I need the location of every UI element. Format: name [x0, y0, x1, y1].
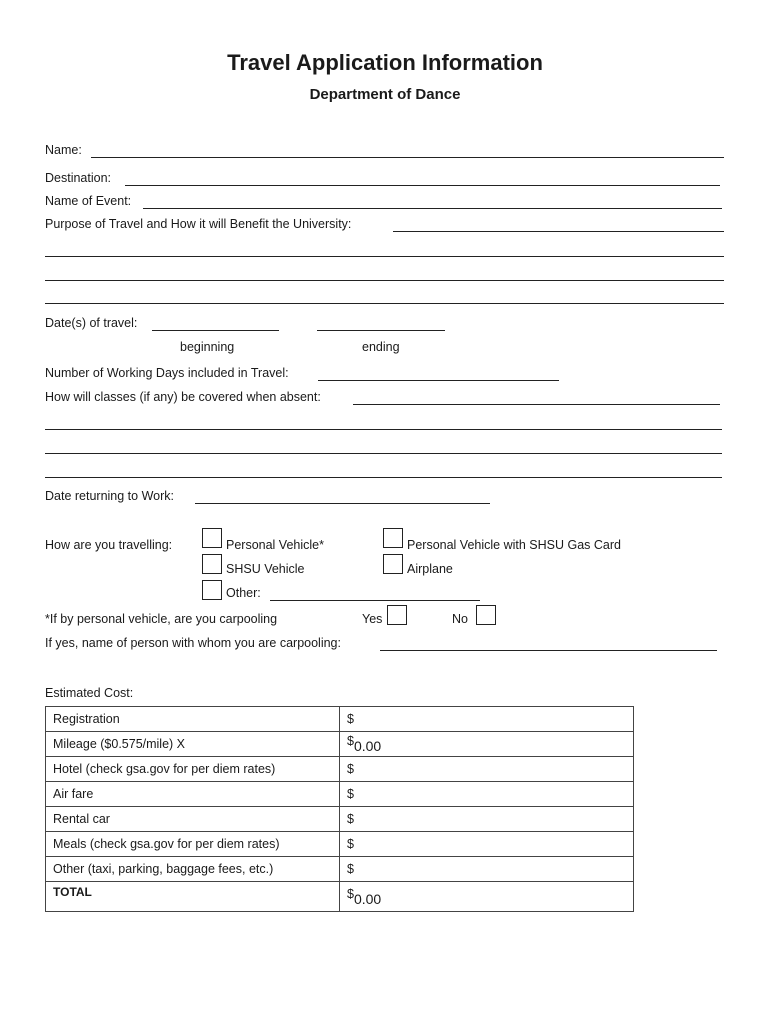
- page-title: Travel Application Information: [227, 50, 543, 75]
- total-label: TOTAL: [46, 882, 340, 912]
- cost-amount-field[interactable]: [340, 807, 634, 832]
- airplane-checkbox[interactable]: [383, 554, 403, 574]
- cost-item-label: Rental car: [46, 807, 340, 832]
- personal-vehicle-gas-card-label: Personal Vehicle with SHSU Gas Card: [407, 538, 621, 552]
- return-date-field[interactable]: [195, 503, 490, 504]
- cost-amount-field[interactable]: [340, 832, 634, 857]
- destination-label: Destination:: [45, 171, 112, 185]
- destination-field[interactable]: [125, 185, 720, 186]
- cost-amount-field[interactable]: [340, 782, 634, 807]
- total-amount: 0.00: [353, 890, 382, 907]
- currency-symbol: $: [347, 712, 354, 726]
- currency-symbol: $: [347, 762, 354, 776]
- cost-row: [46, 757, 634, 782]
- other-label: Other:: [226, 586, 261, 600]
- carpool-question: *If by personal vehicle, are you carpooling: [45, 612, 278, 626]
- dates-label: Date(s) of travel:: [45, 316, 138, 330]
- cost-row: [46, 707, 634, 732]
- purpose-line-2[interactable]: [45, 256, 724, 257]
- estimated-cost-heading: Estimated Cost:: [45, 686, 134, 700]
- return-date-label: Date returning to Work:: [45, 489, 174, 503]
- classes-field[interactable]: [353, 404, 720, 405]
- ending-caption: ending: [362, 340, 400, 354]
- purpose-label: Purpose of Travel and How it will Benefit the University:: [45, 217, 352, 231]
- cost-amount: 0.00: [353, 738, 382, 754]
- name-field[interactable]: [91, 157, 724, 158]
- classes-line-4[interactable]: [45, 477, 722, 478]
- purpose-field[interactable]: [393, 231, 724, 232]
- cost-item-label: Meals (check gsa.gov for per diem rates): [46, 832, 340, 857]
- currency-symbol: $: [347, 734, 354, 748]
- personal-vehicle-checkbox[interactable]: [202, 528, 222, 548]
- other-field[interactable]: [270, 600, 480, 601]
- page-subtitle: Department of Dance: [309, 86, 461, 103]
- personal-vehicle-label: Personal Vehicle*: [226, 538, 324, 552]
- cost-row: [46, 732, 634, 757]
- currency-symbol: $: [347, 787, 354, 801]
- working-days-field[interactable]: [318, 380, 559, 381]
- beginning-caption: beginning: [180, 340, 235, 354]
- cost-amount-field[interactable]: [340, 857, 634, 882]
- classes-line-3[interactable]: [45, 453, 722, 454]
- name-label: Name:: [45, 143, 82, 157]
- working-days-label: Number of Working Days included in Travel:: [45, 366, 289, 380]
- travel-mode-label: How are you travelling:: [45, 538, 173, 552]
- currency-symbol: $: [347, 837, 354, 851]
- event-label: Name of Event:: [45, 194, 132, 208]
- cost-item-label: Other (taxi, parking, baggage fees, etc.): [46, 857, 340, 882]
- cost-row: [46, 807, 634, 832]
- carpool-no-label: No: [452, 612, 468, 626]
- airplane-label: Airplane: [407, 562, 453, 576]
- carpool-yes-checkbox[interactable]: [387, 605, 407, 625]
- cost-row: [46, 857, 634, 882]
- purpose-line-4[interactable]: [45, 303, 724, 304]
- date-beginning-field[interactable]: [152, 330, 279, 331]
- cost-item-label: Air fare: [46, 782, 340, 807]
- currency-symbol: $: [347, 812, 354, 826]
- personal-vehicle-gas-card-checkbox[interactable]: [383, 528, 403, 548]
- carpool-no-checkbox[interactable]: [476, 605, 496, 625]
- total-row: [46, 882, 634, 912]
- carpool-yes-label: Yes: [362, 612, 383, 626]
- carpool-name-label: If yes, name of person with whom you are carpooling:: [45, 636, 341, 650]
- event-field[interactable]: [143, 208, 722, 209]
- total-amount-cell: [340, 882, 634, 912]
- cost-table: [45, 706, 634, 912]
- shsu-vehicle-label: SHSU Vehicle: [226, 562, 305, 576]
- total-currency: $: [347, 886, 354, 901]
- cost-row: [46, 782, 634, 807]
- cost-amount-field[interactable]: [340, 757, 634, 782]
- cost-amount-field[interactable]: [340, 707, 634, 732]
- carpool-name-field[interactable]: [380, 650, 717, 651]
- cost-item-label: Mileage ($0.575/mile) X: [46, 732, 340, 757]
- shsu-vehicle-checkbox[interactable]: [202, 554, 222, 574]
- classes-line-2[interactable]: [45, 429, 722, 430]
- cost-amount-field[interactable]: [340, 732, 634, 757]
- cost-table-body: [46, 707, 634, 912]
- cost-row: [46, 832, 634, 857]
- date-ending-field[interactable]: [317, 330, 445, 331]
- currency-symbol: $: [347, 862, 354, 876]
- cost-item-label: Hotel (check gsa.gov for per diem rates): [46, 757, 340, 782]
- other-checkbox[interactable]: [202, 580, 222, 600]
- cost-item-label: Registration: [46, 707, 340, 732]
- classes-label: How will classes (if any) be covered when absent:: [45, 390, 321, 404]
- purpose-line-3[interactable]: [45, 280, 724, 281]
